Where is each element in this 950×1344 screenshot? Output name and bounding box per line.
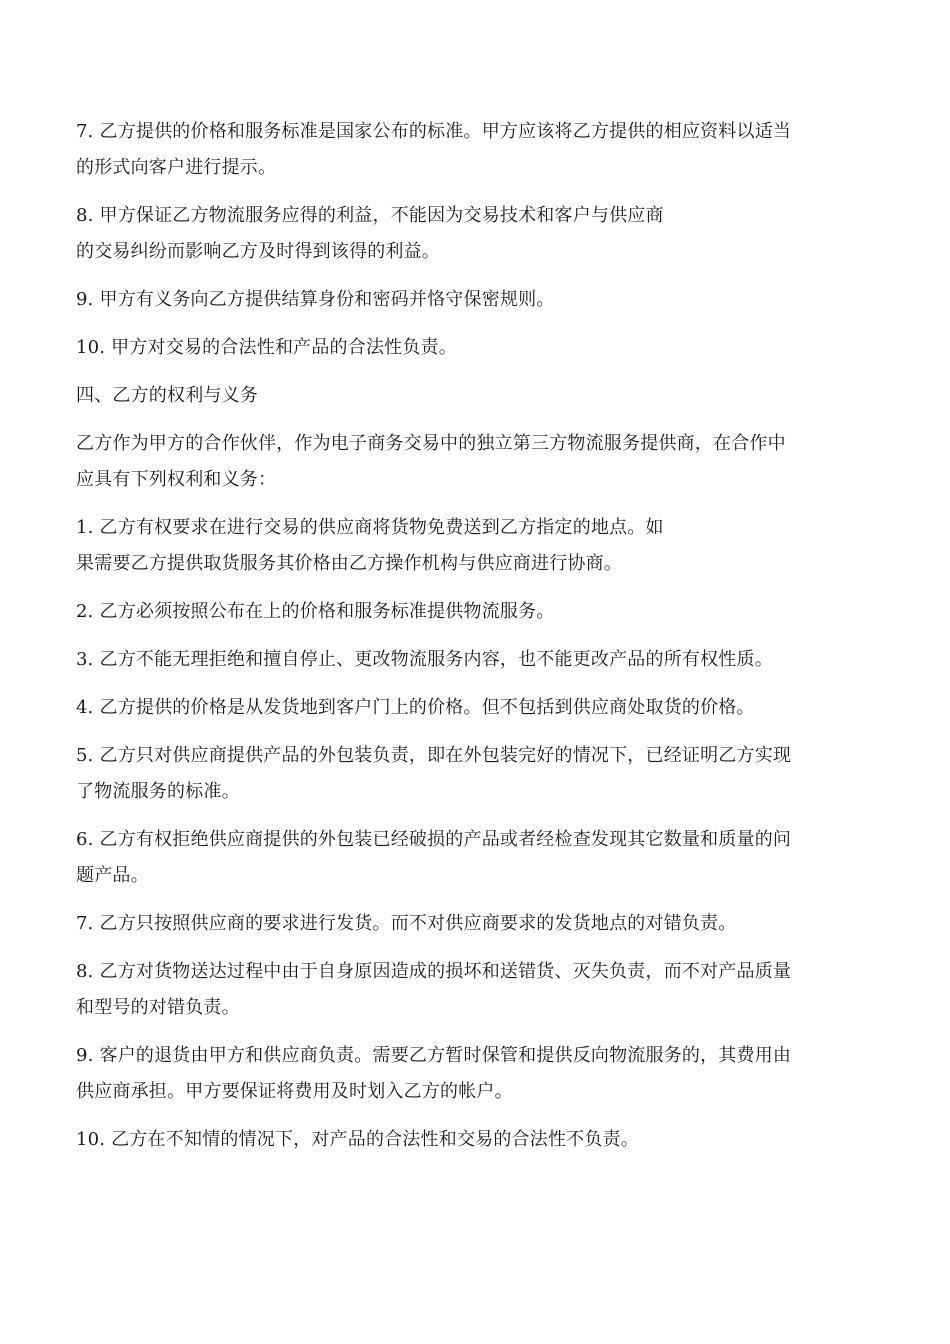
text-line: 1. 乙方有权要求在进行交易的供应商将货物免费送到乙方指定的地点。如: [76, 517, 664, 538]
paragraph-clause-3-b: [76, 642, 876, 678]
document-page: [76, 114, 876, 1170]
text-line: 四、乙方的权利与义务: [76, 385, 258, 406]
paragraph-clause-10-b: [76, 1122, 876, 1158]
paragraph-clause-8-a: [76, 198, 876, 270]
text-line: 题产品。: [76, 865, 149, 886]
text-line: 应具有下列权利和义务：: [76, 469, 277, 490]
text-line: 8. 甲方保证乙方物流服务应得的利益，不能因为交易技术和客户与供应商: [76, 205, 664, 226]
text-line: 的交易纠纷而影响乙方及时得到该得的利益。: [76, 241, 440, 262]
paragraph-clause-5-b: [76, 738, 876, 810]
text-line: 9. 甲方有义务向乙方提供结算身份和密码并恪守保密规则。: [76, 289, 555, 310]
text-line: 10. 乙方在不知情的情况下，对产品的合法性和交易的合法性不负责。: [76, 1129, 639, 1150]
paragraph-clause-7-b: [76, 906, 876, 942]
text-line: 4. 乙方提供的价格是从发货地到客户门上的价格。但不包括到供应商处取货的价格。: [76, 697, 755, 718]
paragraph-clause-7-a: [76, 114, 876, 186]
paragraph-clause-9-a: [76, 282, 876, 318]
text-line: 供应商承担。甲方要保证将费用及时划入乙方的帐户。: [76, 1081, 513, 1102]
text-line: 6. 乙方有权拒绝供应商提供的外包装已经破损的产品或者经检查发现其它数量和质量的问: [76, 829, 792, 850]
paragraph-intro: [76, 426, 876, 498]
section-heading: [76, 378, 876, 414]
text-line: 2. 乙方必须按照公布在上的价格和服务标准提供物流服务。: [76, 601, 555, 622]
text-line: 8. 乙方对货物送达过程中由于自身原因造成的损坏和送错货、灭失负责，而不对产品质量: [76, 961, 792, 982]
text-line: 乙方作为甲方的合作伙伴，作为电子商务交易中的独立第三方物流服务提供商，在合作中: [76, 433, 786, 454]
text-line: 5. 乙方只对供应商提供产品的外包装负责，即在外包装完好的情况下，已经证明乙方实现: [76, 745, 792, 766]
text-line: 7. 乙方提供的价格和服务标准是国家公布的标准。甲方应该将乙方提供的相应资料以适当: [76, 121, 792, 142]
paragraph-clause-8-b: [76, 954, 876, 1026]
text-line: 果需要乙方提供取货服务其价格由乙方操作机构与供应商进行协商。: [76, 553, 622, 574]
paragraph-clause-10-a: [76, 330, 876, 366]
paragraph-clause-2-b: [76, 594, 876, 630]
paragraph-clause-1-b: [76, 510, 876, 582]
text-line: 7. 乙方只按照供应商的要求进行发货。而不对供应商要求的发货地点的对错负责。: [76, 913, 737, 934]
text-line: 的形式向客户进行提示。: [76, 157, 277, 178]
text-line: 10. 甲方对交易的合法性和产品的合法性负责。: [76, 337, 457, 358]
paragraph-clause-4-b: [76, 690, 876, 726]
text-line: 和型号的对错负责。: [76, 997, 240, 1018]
text-line: 9. 客户的退货由甲方和供应商负责。需要乙方暂时保管和提供反向物流服务的，其费用由: [76, 1045, 792, 1066]
text-line: 3. 乙方不能无理拒绝和擅自停止、更改物流服务内容，也不能更改产品的所有权性质。: [76, 649, 773, 670]
text-line: 了物流服务的标准。: [76, 781, 240, 802]
paragraph-clause-9-b: [76, 1038, 876, 1110]
paragraph-clause-6-b: [76, 822, 876, 894]
